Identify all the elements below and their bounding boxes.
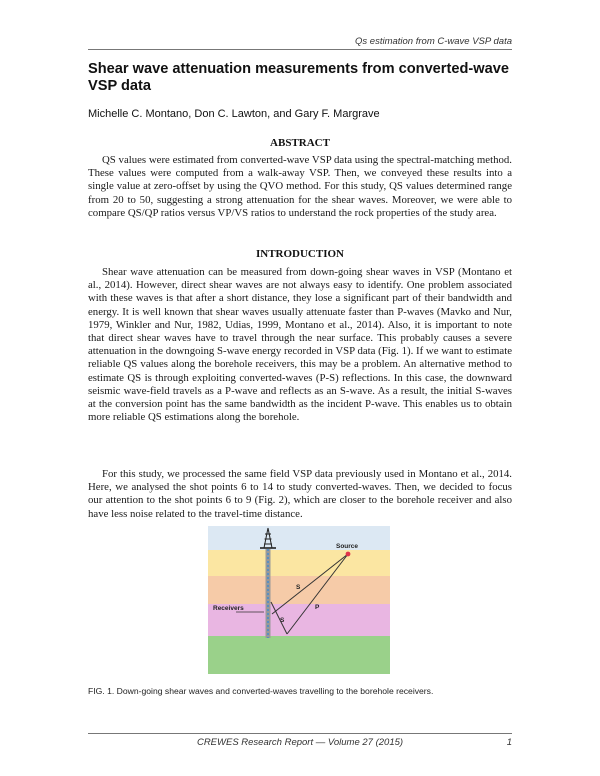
figure-1 [208, 526, 390, 674]
paper-title: Shear wave attenuation measurements from converted-wave VSP data [88, 61, 509, 94]
running-head: Qs estimation from C-wave VSP data [355, 36, 512, 47]
footer-rule [88, 733, 512, 734]
journal-reference: CREWES Research Report — Volume 27 (2015) [196, 737, 404, 748]
receivers-label: Receivers [213, 605, 244, 612]
source-label: Source [336, 543, 359, 550]
author-list: Michelle C. Montano, Don C. Lawton, and Gary F. Margrave [88, 108, 380, 120]
near-surface-layer [208, 550, 390, 576]
deep-layer [208, 636, 390, 674]
page-number: 1 [506, 737, 512, 748]
p-wave-label: P [315, 604, 320, 611]
introduction-heading: INTRODUCTION [255, 248, 344, 260]
header-rule [88, 49, 512, 50]
vsp-diagram [208, 526, 390, 674]
s-wave-label-lower: S [280, 617, 285, 624]
sky-layer [208, 526, 390, 550]
abstract-paragraph: QS values were estimated from converted-wave VSP data using the spectral-matching method. These values were computed from a walk-away VSP. Then, we conveyed these results into a single value at zero-offset by using the QVO method. For this study, QS values determined range from 20 to 50, suggesting a strong attenuation for the shear waves. Moreover, we were able to compare QS/QP ratios versus VP/VS ratios to understand the rock properties of the study area. [88, 154, 512, 219]
introduction-paragraph-2: For this study, we processed the same field VSP data previously used in Montano et al., 2014. Here, we analysed the shot points 6 to 14 to study converted-waves. Then, we decided to focus our attention to the shot points 6 to 9 (Fig. 2), which are closer to the borehole receiver and also have less noise related to the travel-time distance. [88, 468, 512, 520]
introduction-paragraph-1: Shear wave attenuation can be measured from down-going shear waves in VSP (Montano et al., 2014). However, direct shear waves are not always easy to identify. One problem associated with these waves is that after a short distance, they lose a significant part of their bandwidth and energy. It is well known that shear waves usually attenuate faster than P-waves (Mavko and Nur, 1979, Winkler and Nur, 1982, Udias, 1999, Montano et al., 2014). Also, it is important to note that direct shear waves have to travel through the near surface. This probably causes a severe attenuation in the downgoing S-wave energy recorded in VSP data (Fig. 1). If we want to estimate reliable QS values along the borehole receivers, this may be a problem. An alternative method to estimate QS is through exploiting converted-waves (P-S) reflections. In this case, the downward seismic wave-field travels as a P-wave and reflects as an S-wave. As a result, the initial S-waves at the conversion point has the same bandwidth as the incident P-wave. This enables us to obtain more reliable QS estimations along the borehole. [88, 266, 512, 424]
figure-1-caption: FIG. 1. Down-going shear waves and converted-waves travelling to the borehole receivers. [88, 686, 434, 696]
abstract-heading: ABSTRACT [270, 137, 330, 149]
s-wave-label-upper: S [296, 584, 301, 591]
source-marker [346, 552, 351, 557]
